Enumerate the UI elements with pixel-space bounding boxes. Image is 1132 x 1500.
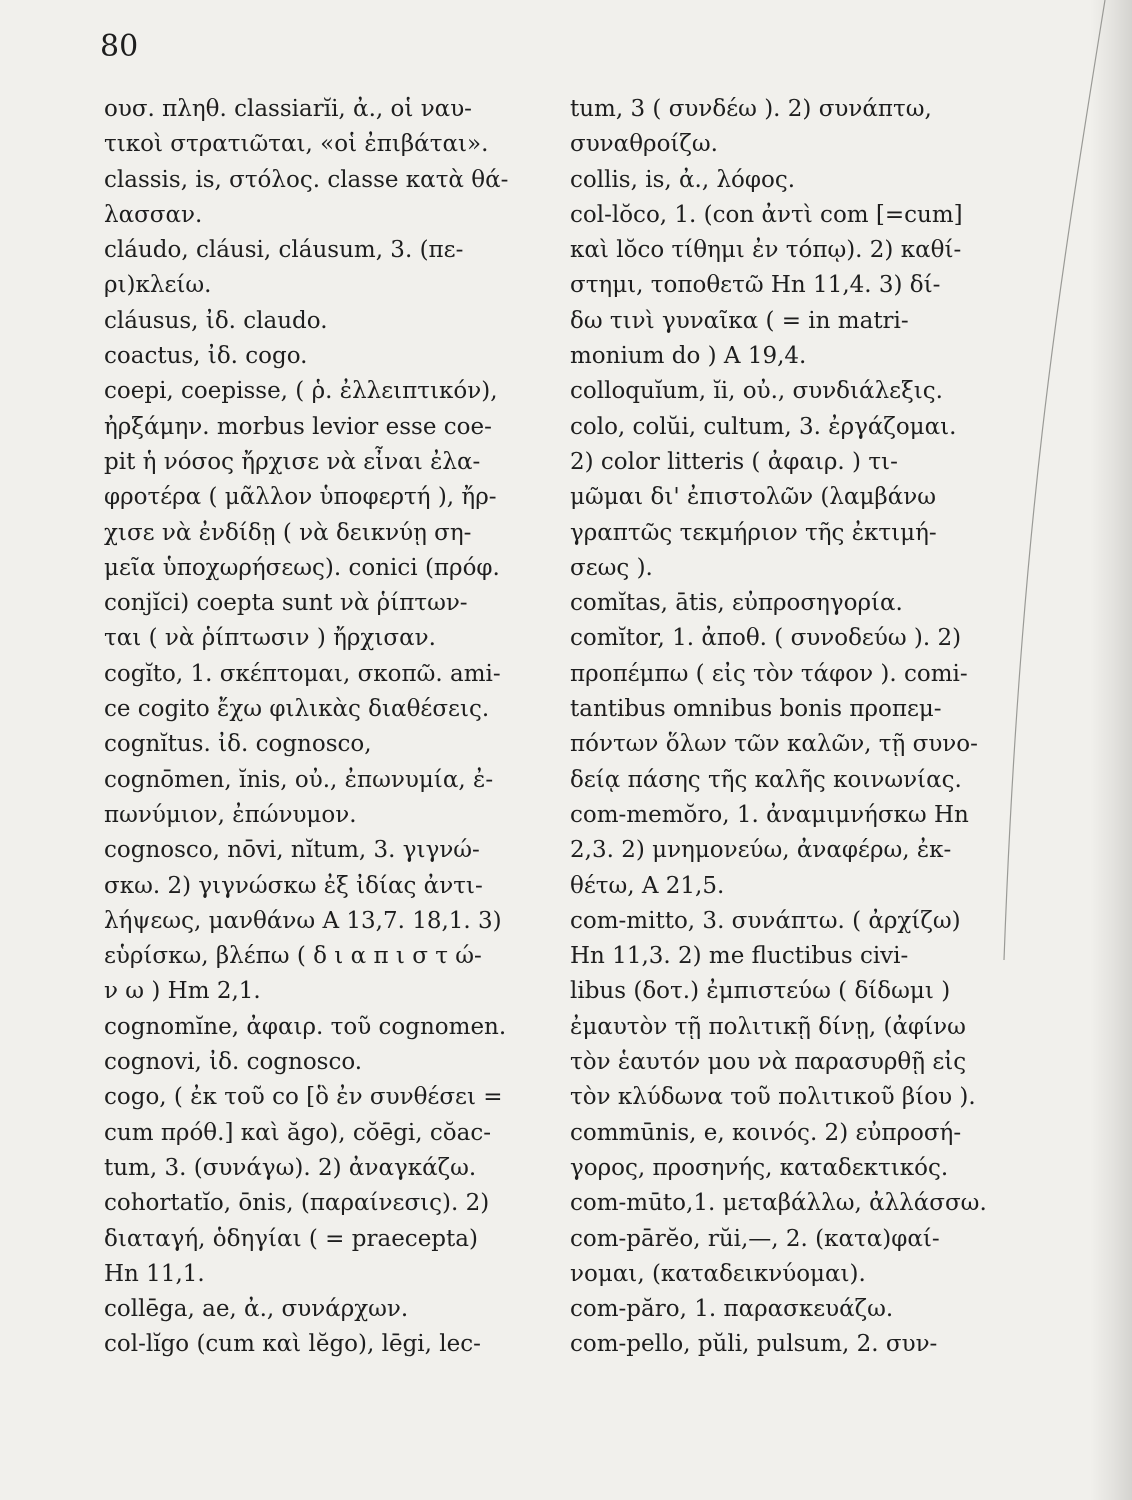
text-line: comĭtor, 1. ἀποθ. ( συνοδεύω ). 2) xyxy=(570,625,962,652)
text-line: σκω. 2) γιγνώσκω ἐξ ἰδίας ἀντι- xyxy=(104,872,483,899)
text-line: coactus, ἰδ. cogo. xyxy=(104,343,308,370)
text-line: 2,3. 2) μνημονεύω, ἀναφέρω, ἐκ- xyxy=(570,837,952,864)
text-line: conjĭci) coepta sunt νὰ ῥίπτων- xyxy=(104,590,468,617)
text-line: 2) color litteris ( ἀφαιρ. ) τι- xyxy=(570,448,898,475)
right-column xyxy=(570,92,990,1363)
text-line: monium do ) A 19,4. xyxy=(570,343,807,370)
text-line: φροτέρα ( μᾶλλον ὑποφερτή ), ἤρ- xyxy=(104,484,497,511)
text-line: ce cogito ἔχω φιλικὰς διαθέσεις. xyxy=(104,696,490,723)
text-line: καὶ lŏco τίθημι ἐν τόπῳ). 2) καθί- xyxy=(570,237,962,264)
text-line: collēga, ae, ἀ., συνάρχων. xyxy=(104,1296,409,1323)
text-line: τὸν κλύδωνα τοῦ πολιτικοῦ βίου ). xyxy=(570,1084,976,1111)
text-line: πωνύμιον, ἐπώνυμον. xyxy=(104,801,357,828)
text-line: ἠρξάμην. morbus levior esse coe- xyxy=(104,413,492,440)
text-line: cláusus, ἰδ. claudo. xyxy=(104,307,328,334)
text-line: cum πρόθ.] καὶ ăgo), cŏēgi, cŏac- xyxy=(104,1119,491,1146)
text-line: cohortatĭo, ōnis, (παραίνεσις). 2) xyxy=(104,1190,490,1217)
text-line: λήψεως, μανθάνω A 13,7. 18,1. 3) xyxy=(104,907,502,934)
text-line: cogo, ( ἐκ τοῦ co [ὃ ἐν συνθέσει = xyxy=(104,1084,503,1111)
text-line: tum, 3 ( συνδέω ). 2) συνάπτω, xyxy=(570,96,932,122)
text-line: col-lĭgo (cum καὶ lĕgo), lēgi, lec- xyxy=(104,1331,481,1358)
text-line: cognĭtus. ἰδ. cognosco, xyxy=(104,731,372,758)
text-line: coepi, coepisse, ( ῥ. ἐλλειπτικόν), xyxy=(104,378,498,405)
text-line: ουσ. πληθ. classiarĭi, ἀ., οἱ ναυ- xyxy=(104,96,472,122)
text-line: τὸν ἑαυτόν μου νὰ παρασυρθῇ εἰς xyxy=(570,1049,967,1076)
text-line: γραπτῶς τεκμήριον τῆς ἐκτιμή- xyxy=(570,519,937,546)
text-line: collis, is, ἀ., λόφος. xyxy=(570,166,796,193)
page-number: 80 xyxy=(100,29,139,64)
text-line: μεῖα ὑποχωρήσεως). conici (πρόφ. xyxy=(104,554,500,581)
text-line: ν ω ) Hm 2,1. xyxy=(104,978,261,1005)
text-line: στημι, τοποθετῶ Hn 11,4. 3) δί- xyxy=(570,272,941,299)
text-line: tum, 3. (συνάγω). 2) ἀναγκάζω. xyxy=(104,1154,477,1181)
text-line: διαταγή, ὁδηγίαι ( = praecepta) xyxy=(104,1225,478,1252)
text-line: comĭtas, ātis, εὐπροσηγορία. xyxy=(570,590,903,617)
text-line: δείᾳ πάσης τῆς καλῆς κοινωνίας. xyxy=(570,766,962,793)
text-line: ρι)κλείω. xyxy=(104,272,212,299)
text-line: Hn 11,3. 2) me fluctibus civi- xyxy=(570,943,909,970)
text-line: col-lŏco, 1. (con ἀντὶ com [=cum] xyxy=(570,201,963,228)
text-line: προπέμπω ( εἰς τὸν τάφον ). comi- xyxy=(570,660,968,687)
text-line: com-păro, 1. παρασκευάζω. xyxy=(570,1296,894,1323)
text-line: νομαι, (καταδεικνύομαι). xyxy=(570,1260,866,1287)
text-line: cognomĭne, ἀφαιρ. τοῦ cognomen. xyxy=(104,1013,507,1040)
text-line: com-pārĕo, rŭi,—, 2. (κατα)φαί- xyxy=(570,1225,940,1252)
text-line: μῶμαι δι' ἐπιστολῶν (λαμβάνω xyxy=(570,484,936,511)
text-line: Hn 11,1. xyxy=(104,1260,205,1287)
text-line: cognosco, nōvi, nĭtum, 3. γιγνώ- xyxy=(104,837,480,864)
text-line: λασσαν. xyxy=(104,201,203,228)
text-line: συναθροίζω. xyxy=(570,131,718,158)
text-line: τικοὶ στρατιῶται, «οἱ ἐπιβάται». xyxy=(104,131,489,158)
text-line: cognōmen, ĭnis, οὐ., ἐπωνυμία, ἐ- xyxy=(104,766,494,793)
text-line: pit ἡ νόσος ἤρχισε νὰ εἶναι ἐλα- xyxy=(104,448,481,475)
text-line: com-mūto,1. μεταβάλλω, ἀλλάσσω. xyxy=(570,1190,987,1217)
text-line: commūnis, e, κοινός. 2) εὐπροσή- xyxy=(570,1119,962,1146)
text-line: χισε νὰ ἐνδίδῃ ( νὰ δεικνύῃ ση- xyxy=(104,519,472,546)
text-line: γορος, προσηνής, καταδεκτικός. xyxy=(570,1154,949,1181)
text-line: com-mitto, 3. συνάπτω. ( ἀρχίζω) xyxy=(570,907,961,934)
text-line: tantibus omnibus bonis προπεμ- xyxy=(570,696,942,723)
text-line: cláudo, cláusi, cláusum, 3. (πε- xyxy=(104,237,464,264)
text-line: σεως ). xyxy=(570,554,653,581)
text-line: εὑρίσκω, βλέπω ( δ ι α π ι σ τ ώ- xyxy=(104,943,482,970)
text-line: δω τινὶ γυναῖκα ( = in matri- xyxy=(570,307,909,334)
left-column xyxy=(104,92,534,1363)
text-line: com-pello, pŭli, pulsum, 2. συν- xyxy=(570,1331,938,1358)
text-line: cognovi, ἰδ. cognosco. xyxy=(104,1049,363,1076)
text-line: libus (δοτ.) ἐμπιστεύω ( δίδωμι ) xyxy=(570,978,951,1005)
text-line: cogĭto, 1. σκέπτομαι, σκοπῶ. ami- xyxy=(104,660,501,687)
text-line: πόντων ὅλων τῶν καλῶν, τῇ συνο- xyxy=(570,731,978,758)
text-line: classis, is, στόλος. classe κατὰ θά- xyxy=(104,166,509,193)
paper-fold-line xyxy=(1000,0,1110,960)
text-line: θέτω, A 21,5. xyxy=(570,872,725,899)
text-line: com-memŏro, 1. ἀναμιμνήσκω Hn xyxy=(570,801,969,828)
text-line: ται ( νὰ ῥίπτωσιν ) ἤρχισαν. xyxy=(104,625,436,652)
text-line: colloquĭum, ĭi, οὐ., συνδιάλεξις. xyxy=(570,378,943,405)
text-line: colo, colŭi, cultum, 3. ἐργάζομαι. xyxy=(570,413,957,440)
text-line: ἐμαυτὸν τῇ πολιτικῇ δίνῃ, (ἀφίνω xyxy=(570,1013,966,1040)
